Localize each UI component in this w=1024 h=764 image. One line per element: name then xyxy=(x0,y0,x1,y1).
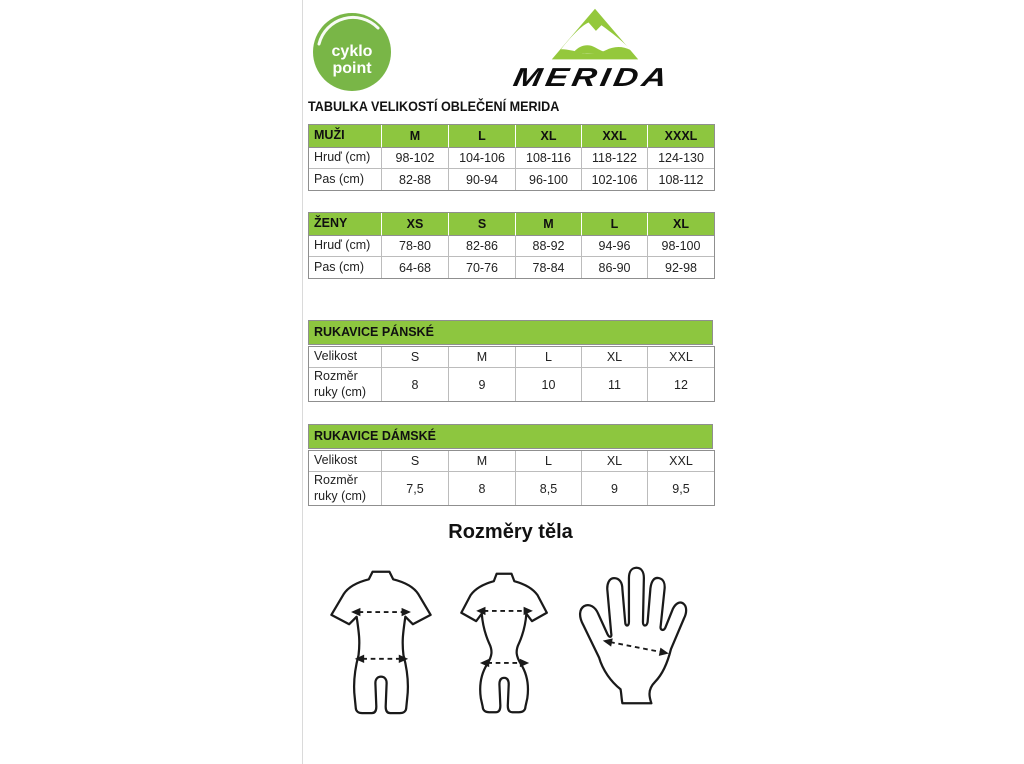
gloves-men-table xyxy=(308,346,715,402)
row-label: Velikost xyxy=(309,347,382,368)
cell-value: 11 xyxy=(582,368,648,401)
cell-value: 70-76 xyxy=(449,257,516,278)
gloves-women-table xyxy=(308,450,715,506)
men-waist-row xyxy=(309,169,714,190)
men-header-size: XL xyxy=(516,125,582,148)
women-waist-row xyxy=(309,257,714,278)
men-header-size: XXXL xyxy=(648,125,714,148)
men-header-label: MUŽI xyxy=(309,125,382,148)
gloves-men-title-bar: RUKAVICE PÁNSKÉ xyxy=(308,320,713,345)
content-left-divider xyxy=(302,0,303,764)
cell-value: 108-116 xyxy=(516,148,582,169)
cell-value: 94-96 xyxy=(582,236,648,257)
cell-value: S xyxy=(382,451,449,472)
men-header-size: L xyxy=(449,125,516,148)
cell-value: 88-92 xyxy=(516,236,582,257)
cyklopoint-logo-icon xyxy=(311,11,393,93)
cell-value: XL xyxy=(582,347,648,368)
cell-value: 9 xyxy=(582,472,648,505)
men-header-size: XXL xyxy=(582,125,648,148)
men-header-size: M xyxy=(382,125,449,148)
cell-value: 64-68 xyxy=(382,257,449,278)
cell-value: 7,5 xyxy=(382,472,449,505)
cell-value: 9,5 xyxy=(648,472,714,505)
female-torso-figure xyxy=(449,570,561,715)
cell-value: 96-100 xyxy=(516,169,582,190)
hand-figure xyxy=(567,565,689,707)
cell-value: XXL xyxy=(648,451,714,472)
cell-value: 118-122 xyxy=(582,148,648,169)
cell-value: 8 xyxy=(449,472,516,505)
row-label: Hruď (cm) xyxy=(309,148,382,169)
cell-value: 108-112 xyxy=(648,169,714,190)
women-header-size: S xyxy=(449,213,516,236)
women-header-size: XS xyxy=(382,213,449,236)
men-header-row xyxy=(309,125,714,148)
cell-value: XL xyxy=(582,451,648,472)
gloves-men-hand-row xyxy=(309,368,714,401)
gloves-women-hand-row xyxy=(309,472,714,505)
women-header-row xyxy=(309,213,714,236)
women-size-table xyxy=(308,212,715,279)
row-label: Velikost xyxy=(309,451,382,472)
cell-value: 9 xyxy=(449,368,516,401)
cyklopoint-text-line2: point xyxy=(332,60,372,77)
row-label: Rozměr ruky (cm) xyxy=(309,472,382,505)
cell-value: 92-98 xyxy=(648,257,714,278)
male-torso-figure xyxy=(322,569,440,715)
men-chest-row xyxy=(309,148,714,169)
women-header-size: L xyxy=(582,213,648,236)
cell-value: 78-84 xyxy=(516,257,582,278)
cell-value: 90-94 xyxy=(449,169,516,190)
women-header-size: XL xyxy=(648,213,714,236)
cell-value: XXL xyxy=(648,347,714,368)
women-header-size: M xyxy=(516,213,582,236)
cell-value: L xyxy=(516,347,582,368)
cell-value: 86-90 xyxy=(582,257,648,278)
gloves-women-size-row xyxy=(309,451,714,472)
row-label: Pas (cm) xyxy=(309,257,382,278)
women-header-label: ŽENY xyxy=(309,213,382,236)
cell-value: 10 xyxy=(516,368,582,401)
cell-value: 82-86 xyxy=(449,236,516,257)
cell-value: 12 xyxy=(648,368,714,401)
cell-value: 8,5 xyxy=(516,472,582,505)
merida-mountain-icon xyxy=(549,6,641,63)
men-size-table xyxy=(308,124,715,191)
cell-value: M xyxy=(449,347,516,368)
page-title: TABULKA VELIKOSTÍ OBLEČENÍ MERIDA xyxy=(308,98,560,114)
gloves-women-title-bar: RUKAVICE DÁMSKÉ xyxy=(308,424,713,449)
women-chest-row xyxy=(309,236,714,257)
cell-value: 102-106 xyxy=(582,169,648,190)
cell-value: L xyxy=(516,451,582,472)
cell-value: 8 xyxy=(382,368,449,401)
cell-value: 78-80 xyxy=(382,236,449,257)
cell-value: 98-100 xyxy=(648,236,714,257)
cell-value: 104-106 xyxy=(449,148,516,169)
cell-value: 98-102 xyxy=(382,148,449,169)
cell-value: M xyxy=(449,451,516,472)
gloves-men-size-row xyxy=(309,347,714,368)
row-label: Hruď (cm) xyxy=(309,236,382,257)
cell-value: S xyxy=(382,347,449,368)
row-label: Pas (cm) xyxy=(309,169,382,190)
body-measures-heading: Rozměry těla xyxy=(448,521,573,543)
merida-wordmark: MERIDA xyxy=(511,62,674,92)
cyklopoint-text-line1: cyklo xyxy=(331,43,373,60)
row-label: Rozměr ruky (cm) xyxy=(309,368,382,401)
cell-value: 82-88 xyxy=(382,169,449,190)
cell-value: 124-130 xyxy=(648,148,714,169)
